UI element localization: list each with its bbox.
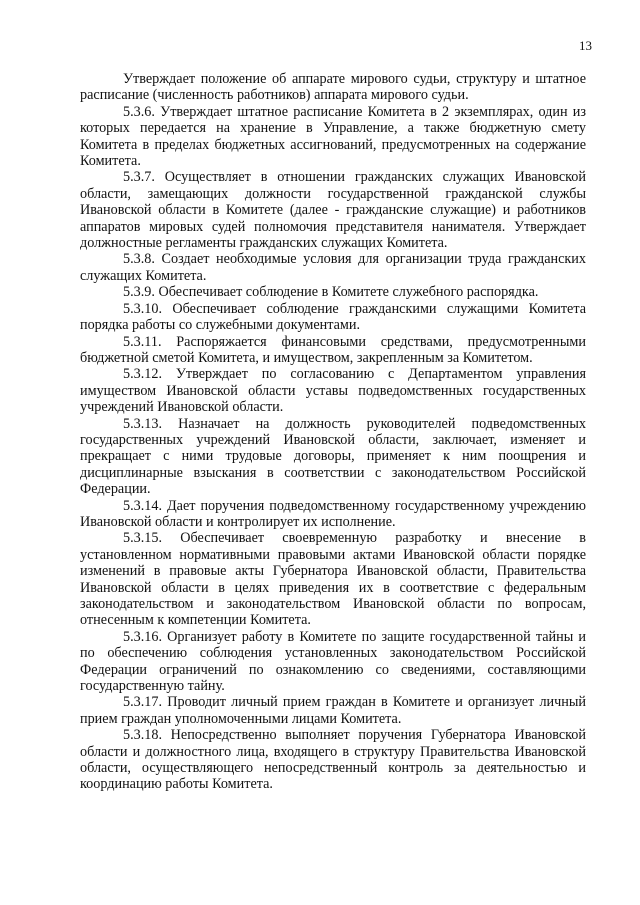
paragraph-5-3-10: 5.3.10. Обеспечивает соблюдение гражданскими служащими Комитета порядка работы со служебными документами. [80, 300, 586, 334]
paragraph-5-3-6: 5.3.6. Утверждает штатное расписание Комитета в 2 экземплярах, один из которых передается на хранение в Управление, а также бюджетную смету Комитета в пределах бюджетных ассигнований, предусмотренных на содержание Комитета. [80, 103, 586, 170]
paragraph-5-3-11: 5.3.11. Распоряжается финансовыми средствами, предусмотренными бюджетной сметой Комитета, и имуществом, закрепленным за Комитетом. [80, 333, 586, 366]
paragraph-5-3-8: 5.3.8. Создает необходимые условия для организации труда гражданских служащих Комитета. [80, 251, 586, 284]
paragraph-5-3-7: 5.3.7. Осуществляет в отношении гражданских служащих Ивановской области, замещающих должности государственной гражданской службы Ивановской области в Комитете (далее - гражданские служащие) и работников аппаратов мировых судей полномочия представителя нанимателя. Утверждает должностные регламенты гражданских служащих Комитета. [80, 169, 586, 252]
document-body [80, 71, 586, 793]
page-number: 13 [579, 38, 592, 53]
paragraph-aparat-polozhenie: Утверждает положение об аппарате мирового судьи, структуру и штатное расписание (численность работников) аппарата мирового судьи. [80, 71, 586, 104]
paragraph-5-3-9: 5.3.9. Обеспечивает соблюдение в Комитете служебного распорядка. [123, 284, 539, 301]
paragraph-5-3-12: 5.3.12. Утверждает по согласованию с Департаментом управления имуществом Ивановской области уставы подведомственных государственных учреждений Ивановской области. [80, 366, 586, 416]
paragraph-5-3-14: 5.3.14. Дает поручения подведомственному государственному учреждению Ивановской области и контролирует их исполнение. [80, 497, 586, 530]
paragraph-5-3-18: 5.3.18. Непосредственно выполняет поручения Губернатора Ивановской области и должностного лица, входящего в структуру Правительства Ивановской области, осуществляющего непосредственный контроль за деятельностью и координацию работы Комитета. [80, 727, 586, 793]
paragraph-5-3-16: 5.3.16. Организует работу в Комитете по защите государственной тайны и по обеспечению соблюдения установленных законодательством Российской Федерации ограничений по ознакомлению со сведениями, составляющими государственную тайну. [80, 628, 586, 695]
paragraph-5-3-13: 5.3.13. Назначает на должность руководителей подведомственных государственных учреждений Ивановской области, заключает, изменяет и прекращает с ними трудовые договоры, применяет к ним поощрения и дисциплинарные взыскания в соответствии с законодательством Российской Федерации. [80, 415, 586, 498]
paragraph-5-3-15: 5.3.15. Обеспечивает своевременную разработку и внесение в установленном нормативными правовыми актами Ивановской области порядке изменений в правовые акты Губернатора Ивановской области, Правительства Ивановской области в целях приведения их в соответствие с федеральным законодательством и законодательством Ивановской области по вопросам, отнесенным к компетенции Комитета. [80, 530, 586, 629]
paragraph-5-3-17: 5.3.17. Проводит личный прием граждан в Комитете и организует личный прием граждан уполномоченными лицами Комитета. [80, 694, 586, 727]
